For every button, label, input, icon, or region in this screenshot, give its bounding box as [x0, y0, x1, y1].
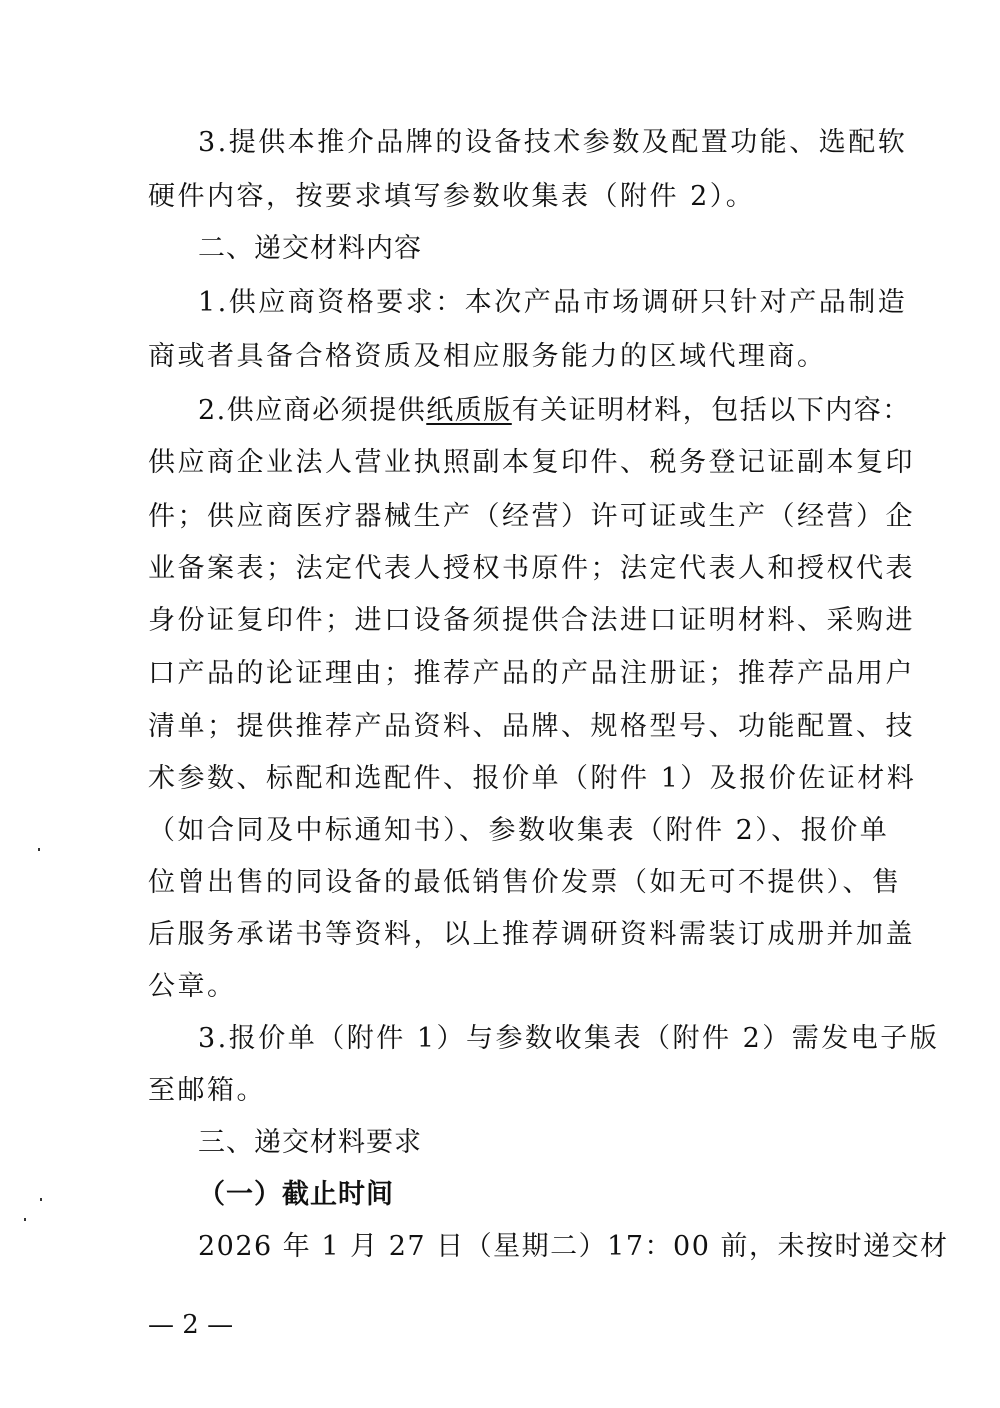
paragraph-line: 3.提供本推介品牌的设备技术参数及配置功能、选配软	[198, 127, 908, 158]
paragraph-line: 身份证复印件；进口设备须提供合法进口证明材料、采购进	[148, 605, 915, 636]
paragraph-line: 硬件内容，按要求填写参数收集表（附件 2）。	[148, 181, 756, 212]
section-heading: 二、递交材料内容	[198, 233, 422, 264]
text-segment: 有关证明材料，包括以下内容：	[511, 395, 911, 426]
paragraph-line: 供应商企业法人营业执照副本复印件、税务登记证副本复印	[148, 447, 915, 478]
scan-speck	[38, 848, 40, 851]
paragraph-line: 术参数、标配和选配件、报价单（附件 1）及报价佐证材料	[148, 763, 917, 794]
section-heading: 三、递交材料要求	[198, 1127, 422, 1158]
paragraph-line: 3.报价单（附件 1）与参数收集表（附件 2）需发电子版	[198, 1023, 940, 1054]
paragraph-line: 位曾出售的同设备的最低销售价发票（如无可不提供）、售	[148, 867, 902, 898]
paragraph-line: （如合同及中标通知书）、参数收集表（附件 2）、报价单	[148, 815, 890, 846]
paragraph-line: 2026 年 1 月 27 日（星期二）17：00 前，未按时递交材	[198, 1231, 949, 1262]
scan-speck	[24, 1218, 26, 1221]
page-number: — 2 —	[148, 1310, 234, 1340]
paragraph-line	[198, 394, 911, 428]
paragraph-line: 业备案表；法定代表人授权书原件；法定代表人和授权代表	[148, 553, 915, 584]
subsection-heading: （一）截止时间	[198, 1179, 394, 1210]
paragraph-line: 至邮箱。	[148, 1075, 266, 1106]
paragraph-line: 口产品的论证理由；推荐产品的产品注册证；推荐产品用户	[148, 658, 915, 689]
text-segment: 2.供应商必须提供	[198, 395, 427, 426]
paragraph-line: 清单；提供推荐产品资料、品牌、规格型号、功能配置、技	[148, 711, 915, 742]
scan-speck	[40, 1198, 42, 1201]
paragraph-line: 商或者具备合格资质及相应服务能力的区域代理商。	[148, 341, 827, 372]
paragraph-line: 件；供应商医疗器械生产（经营）许可证或生产（经营）企	[148, 501, 915, 532]
underlined-text: 纸质版	[426, 395, 512, 426]
paragraph-line: 公章。	[148, 971, 237, 1002]
paragraph-line: 后服务承诺书等资料，以上推荐调研资料需装订成册并加盖	[148, 919, 915, 950]
paragraph-line: 1.供应商资格要求：本次产品市场调研只针对产品制造	[198, 287, 908, 318]
